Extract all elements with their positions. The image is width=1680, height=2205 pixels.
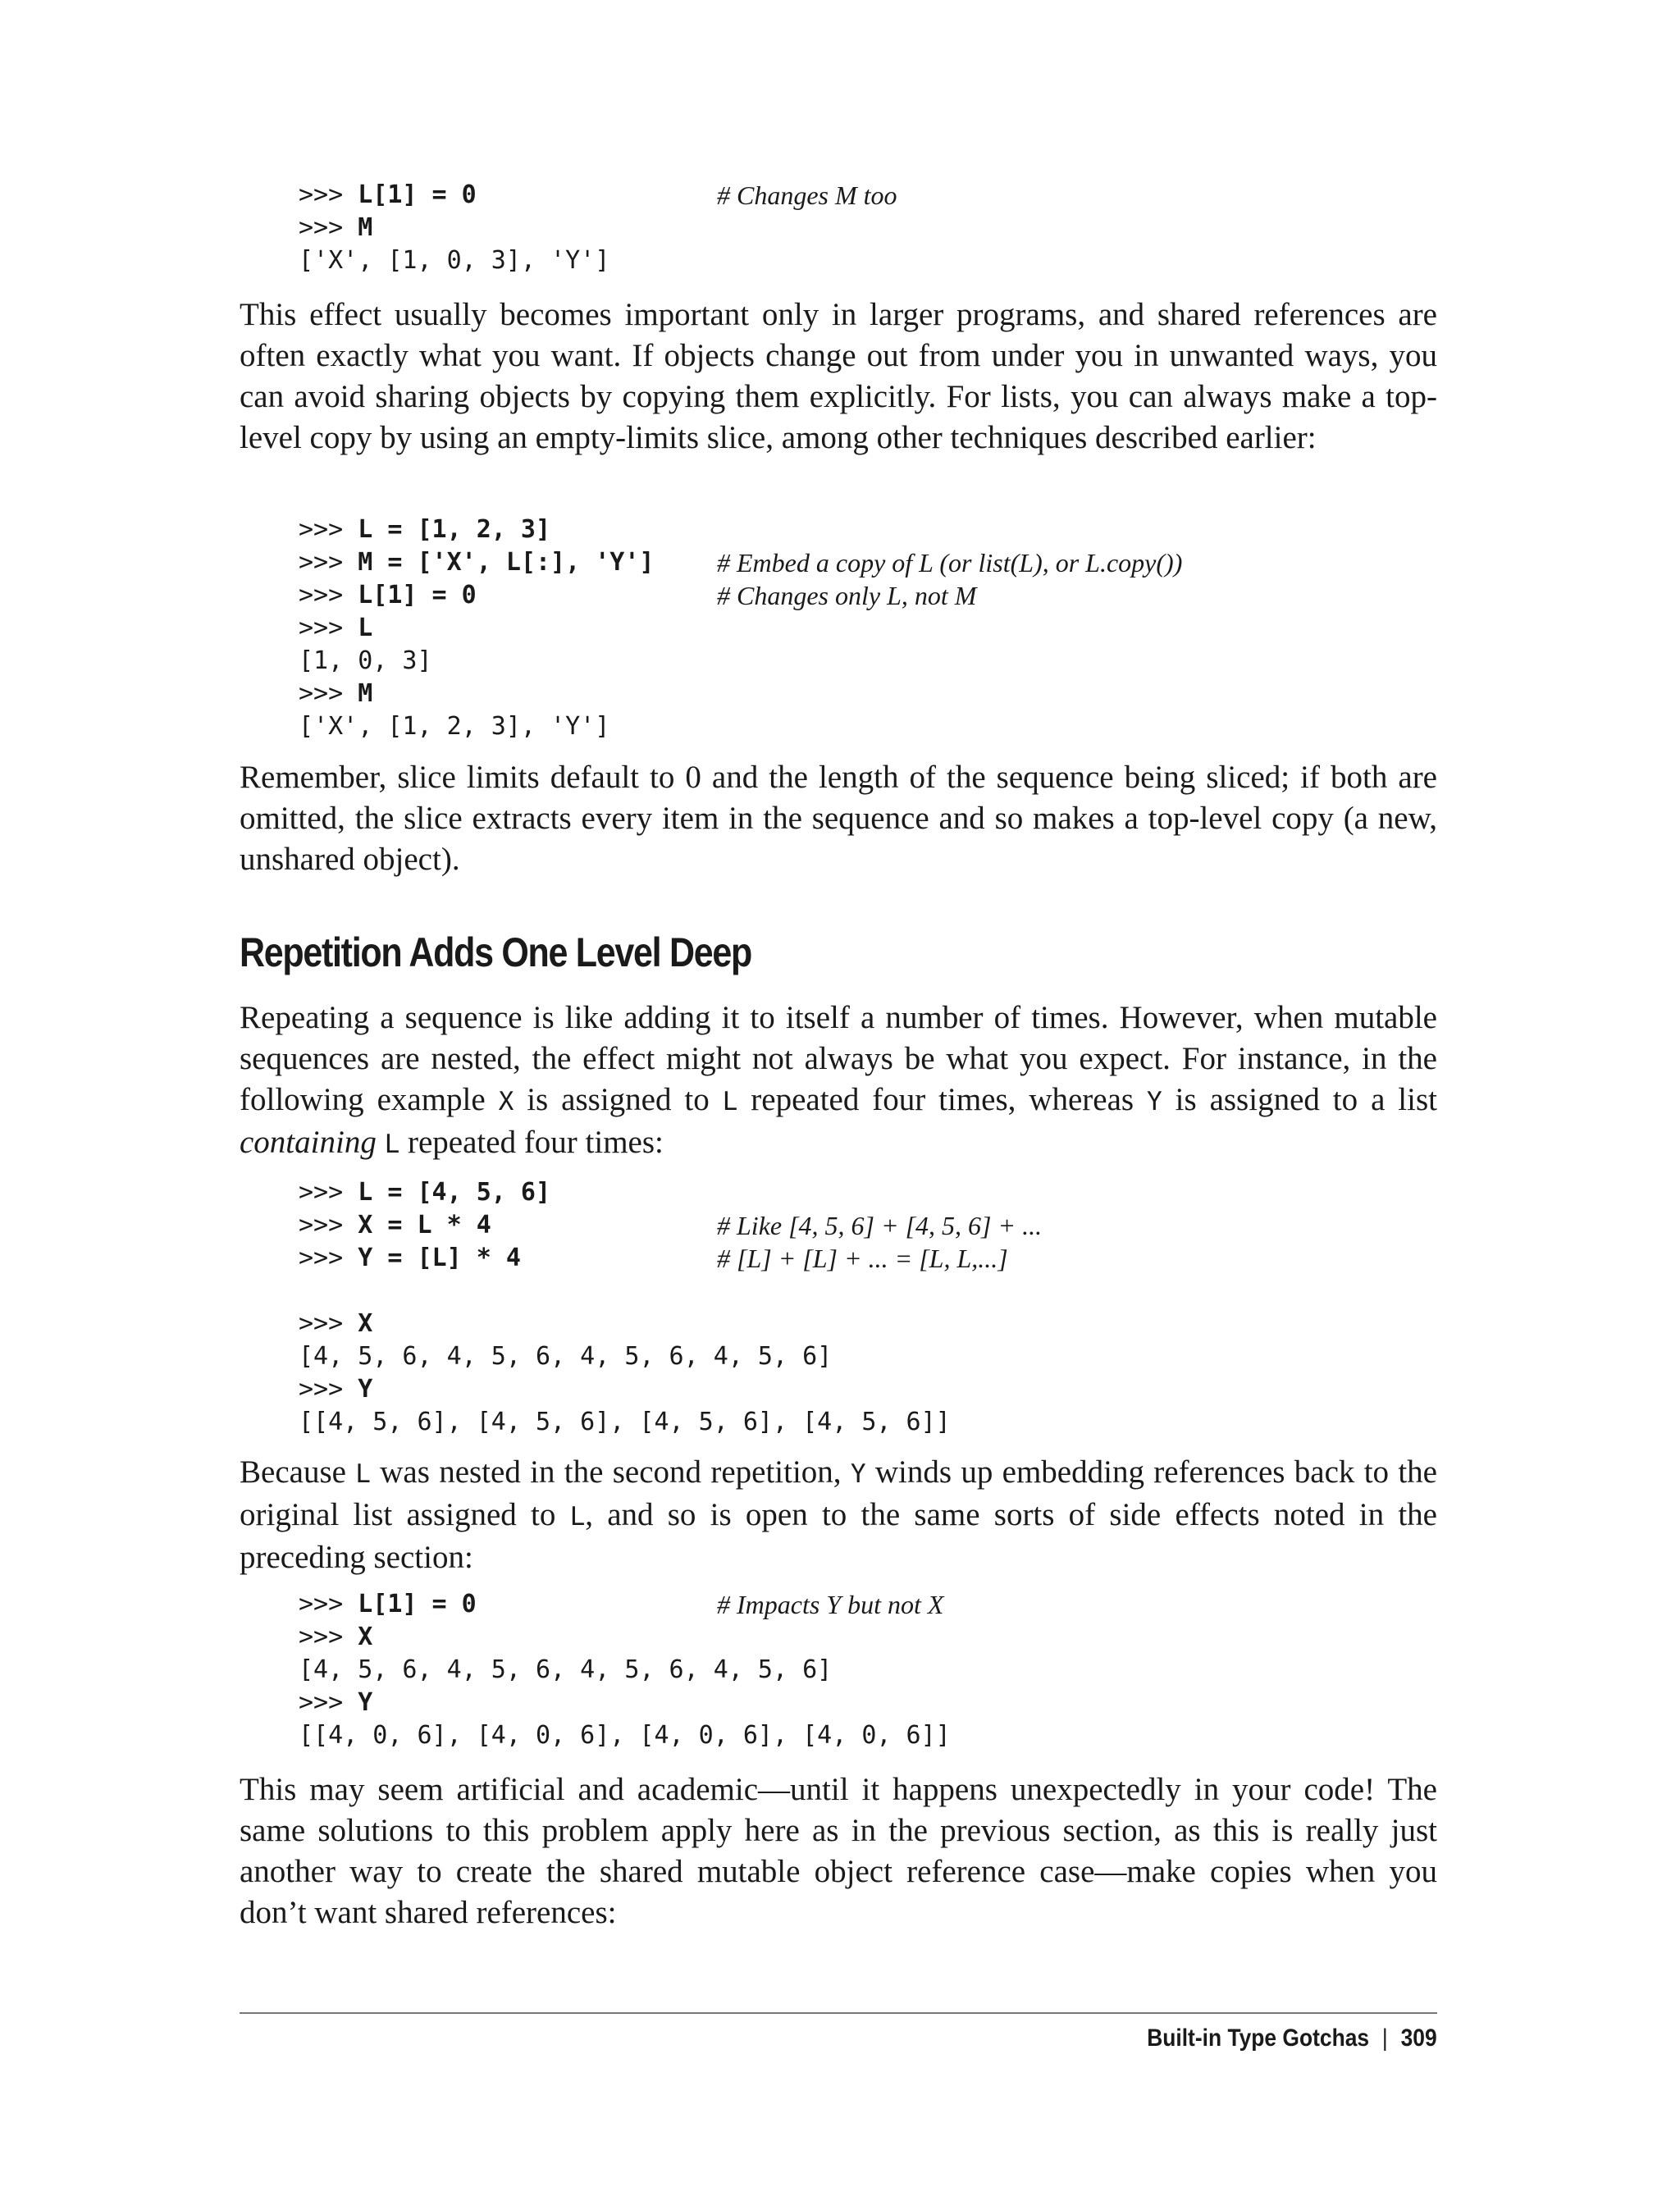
- code-input: M: [358, 679, 373, 708]
- code-line: [299, 1621, 951, 1654]
- code-output: [[4, 0, 6], [4, 0, 6], [4, 0, 6], [4, 0, 6]]: [299, 1721, 951, 1750]
- page-number: 309: [1400, 2025, 1437, 2052]
- prompt: >>>: [299, 1688, 358, 1717]
- inline-code: L: [355, 1459, 371, 1489]
- prompt: >>>: [299, 180, 358, 209]
- prompt: >>>: [299, 581, 358, 609]
- code-output: [1, 0, 3]: [299, 646, 432, 675]
- code-output: ['X', [1, 2, 3], 'Y']: [299, 712, 610, 741]
- code-line: [299, 710, 654, 743]
- code-line: [299, 1209, 1043, 1242]
- code-input: Y: [358, 1375, 373, 1404]
- book-page: [240, 0, 1437, 2205]
- code-input: X: [358, 1309, 373, 1338]
- code-line: [299, 1242, 1008, 1275]
- prompt: >>>: [299, 1309, 358, 1338]
- paragraph-1: This effect usually becomes important only in larger programs, and shared references are often exactly what you want. If objects change out from under you in unwanted ways, you can avoid sharing objects by copying them explicitly. For lists, you can always make a top-level copy by using an empty-limits slice, among other techniques described earlier:: [240, 297, 1437, 455]
- code-input: L[1] = 0: [358, 581, 477, 609]
- code-output: [4, 5, 6, 4, 5, 6, 4, 5, 6, 4, 5, 6]: [299, 1342, 833, 1371]
- code-line: [299, 244, 609, 277]
- code-input: M = ['X', L[:], 'Y']: [358, 548, 655, 577]
- section-heading: Repetition Adds One Level Deep: [240, 929, 751, 975]
- prompt: >>>: [299, 679, 358, 708]
- text-run: is assigned to a list: [1162, 1082, 1437, 1117]
- paragraph-5: This may seem artificial and academic—until it happens unexpectedly in your code! The same solutions to this problem apply here as in the previous section, as this is really just another way to create the shared mutable object reference case—make copies when you don’t want shared references:: [240, 1772, 1437, 1930]
- code-comment: # [L] + [L] + ... = [L, L,...]: [717, 1244, 1008, 1273]
- code-line: [299, 546, 1183, 579]
- code-block-3: [299, 1176, 1043, 1439]
- inline-code: X: [498, 1087, 514, 1116]
- prompt: >>>: [299, 213, 358, 242]
- code-input: L = [1, 2, 3]: [358, 515, 551, 544]
- code-line: [299, 1687, 951, 1719]
- inline-code: Y: [1147, 1087, 1162, 1116]
- code-block-1: [299, 179, 897, 277]
- paragraph-2: Remember, slice limits default to 0 and the length of the sequence being sliced; if both are omitted, the slice extracts every item in the sequence and so makes a top-level copy (a new, unshared object).: [240, 760, 1437, 877]
- code-output: [[4, 5, 6], [4, 5, 6], [4, 5, 6], [4, 5, 6]]: [299, 1408, 951, 1436]
- code-block-2: [299, 514, 1183, 743]
- code-comment: # Embed a copy of L (or list(L), or L.copy()): [717, 548, 1183, 578]
- code-line: [299, 1654, 951, 1687]
- code-comment: # Impacts Y but not X: [717, 1590, 944, 1619]
- code-line: [299, 612, 654, 645]
- code-line: [299, 1340, 951, 1373]
- code-input: L[1] = 0: [358, 180, 477, 209]
- code-input: L: [358, 614, 373, 642]
- page-footer: [1148, 2025, 1437, 2052]
- code-comment: # Changes M too: [717, 180, 897, 210]
- inline-code: Y: [850, 1459, 866, 1489]
- prompt: >>>: [299, 515, 358, 544]
- prompt: >>>: [299, 1623, 358, 1651]
- code-line: [299, 212, 609, 244]
- code-line: [299, 514, 654, 546]
- inline-code: L: [569, 1502, 586, 1532]
- code-output: [4, 5, 6, 4, 5, 6, 4, 5, 6, 4, 5, 6]: [299, 1655, 833, 1684]
- prompt: >>>: [299, 614, 358, 642]
- code-output: ['X', [1, 0, 3], 'Y']: [299, 246, 610, 275]
- code-block-4: [299, 1588, 951, 1752]
- code-line: [299, 1373, 951, 1406]
- inline-code: L: [722, 1087, 738, 1116]
- paragraph-4: [240, 1452, 1437, 1578]
- code-input: X = L * 4: [358, 1211, 491, 1239]
- code-line: [299, 1588, 951, 1621]
- code-comment: # Like [4, 5, 6] + [4, 5, 6] + ...: [717, 1211, 1043, 1240]
- inline-code: L: [384, 1130, 400, 1159]
- code-input: L[1] = 0: [358, 1590, 477, 1618]
- code-line: [299, 579, 977, 612]
- paragraph-3: [240, 998, 1437, 1165]
- prompt: >>>: [299, 1178, 358, 1207]
- code-input: Y = [L] * 4: [358, 1244, 521, 1272]
- footer-rule: [240, 2012, 1437, 2014]
- code-input: M: [358, 213, 373, 242]
- prompt: >>>: [299, 1244, 358, 1272]
- code-line: [299, 678, 654, 710]
- code-line: [299, 645, 654, 678]
- code-line: [299, 1275, 951, 1308]
- code-comment: # Changes only L, not M: [717, 581, 977, 610]
- text-run: repeated four times:: [399, 1125, 664, 1160]
- code-line: [299, 179, 897, 212]
- text-run: Repeating a sequence is like adding it to itself a number of times. However, when mutable sequences are nested, the effect might not always be what you expect. For instance, in the following example: [240, 1000, 1437, 1117]
- code-line: [299, 1719, 951, 1752]
- text-run: was nested in the second repetition,: [370, 1454, 851, 1490]
- code-input: Y: [358, 1688, 373, 1717]
- prompt: >>>: [299, 1590, 358, 1618]
- code-line: [299, 1308, 951, 1340]
- text-run: is assigned to: [514, 1082, 723, 1117]
- code-line: [299, 1176, 951, 1209]
- code-line: [299, 1406, 951, 1439]
- prompt: >>>: [299, 1211, 358, 1239]
- code-input: L = [4, 5, 6]: [358, 1178, 551, 1207]
- footer-section-title: Built-in Type Gotchas: [1147, 2025, 1370, 2052]
- text-run: winds up embedding references back to the original list assigned to: [240, 1454, 1437, 1532]
- code-input: X: [358, 1623, 373, 1651]
- prompt: >>>: [299, 1375, 358, 1404]
- text-run: repeated four times, whereas: [737, 1082, 1148, 1117]
- prompt: >>>: [299, 548, 358, 577]
- footer-separator: |: [1382, 2025, 1389, 2052]
- emphasis: containing: [240, 1125, 377, 1160]
- text-run: , and so is open to the same sorts of side effects noted in the preceding section:: [240, 1497, 1437, 1575]
- text-run: [377, 1125, 385, 1160]
- text-run: Because: [240, 1454, 356, 1490]
